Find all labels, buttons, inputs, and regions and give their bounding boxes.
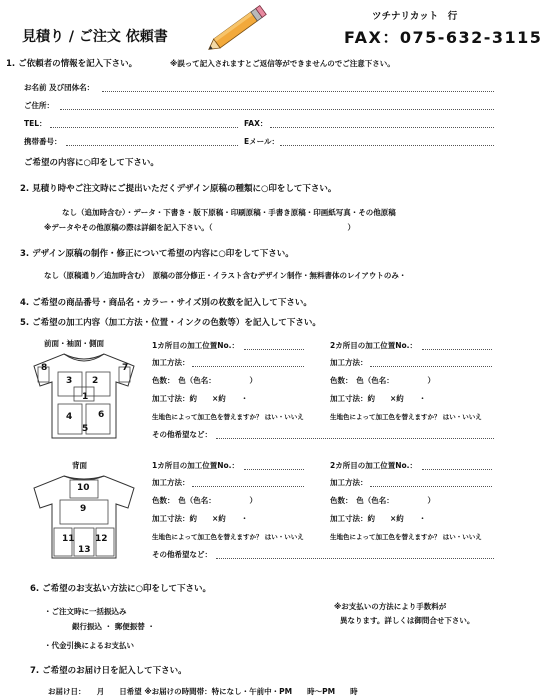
section1-note: ※誤って記入されますとご返信等ができませんのでご注意下さい。 (170, 59, 395, 68)
back-fabric1[interactable]: 生地色によって加工色を替えますか？ はい・いいえ (152, 533, 304, 541)
back-size1[interactable]: 加工寸法：約 ×約 ・ (152, 514, 249, 523)
front-colors1[interactable]: 色数： 色（色名： ） (152, 376, 257, 385)
front-fabric2[interactable]: 生地色によって加工色を替えますか？ はい・いいえ (330, 413, 482, 421)
back-method1-label: 加工方法： (152, 478, 190, 487)
front-position-number: 8 (41, 363, 48, 373)
back-position-number: 13 (78, 545, 91, 555)
fax-field[interactable] (270, 127, 494, 128)
back-fabric2[interactable]: 生地色によって加工色を替えますか？ はい・いいえ (330, 533, 482, 541)
back-label: 背面 (72, 461, 87, 470)
section5-heading: 5. ご希望の加工内容（加工方法・位置・インクの色数等）を記入して下さい。 (20, 318, 321, 328)
front-size2[interactable]: 加工寸法：約 ×約 ・ (330, 394, 427, 403)
section4-heading: 4. ご希望の商品番号・商品名・カラー・サイズ別の枚数を記入して下さい。 (20, 298, 312, 308)
front-position-number: 7 (122, 363, 129, 373)
front-label: 前面・袖面・側面 (44, 339, 104, 348)
address-label: ご住所： (24, 101, 54, 110)
address-field[interactable] (60, 109, 494, 110)
payment-option-cod[interactable]: ・代金引換によるお支払い (44, 641, 134, 650)
front-position1-label: 1カ所目の加工位置No.： (152, 341, 239, 350)
tel-label: TEL： (24, 119, 47, 128)
front-method1-field[interactable] (192, 366, 304, 367)
back-position-number: 11 (62, 534, 75, 544)
back-position-number: 10 (77, 483, 90, 493)
payment-option-transfer[interactable]: ・ご注文時に一括振込み (44, 607, 127, 616)
section7-heading: 7. ご希望のお届け日を記入して下さい。 (30, 666, 187, 676)
section2-note: ※データやその他原稿の際は詳細を記入下さい。（ ） (44, 223, 356, 232)
payment-transfer-methods[interactable]: 銀行振込 ・ 郵便振替 ・ (72, 622, 155, 631)
email-field[interactable] (280, 145, 494, 146)
payment-note-line2: 異なります。詳しくは御問合せ下さい。 (340, 616, 475, 625)
back-method1-field[interactable] (192, 486, 304, 487)
back-other-field[interactable] (216, 558, 494, 559)
name-label: お名前 及び団体名： (24, 83, 95, 92)
section3-heading: 3. デザイン原稿の制作・修正について希望の内容に○印をして下さい。 (20, 249, 294, 259)
mobile-field[interactable] (66, 145, 238, 146)
back-position1-label: 1カ所目の加工位置No.： (152, 461, 239, 470)
back-position-number: 9 (80, 504, 87, 514)
front-size1[interactable]: 加工寸法：約 ×約 ・ (152, 394, 249, 403)
recipient-label: ツチナリカット 行 (372, 11, 458, 22)
back-position1-field[interactable] (244, 469, 304, 470)
name-field[interactable] (102, 91, 494, 92)
front-position-number: 6 (98, 410, 105, 420)
front-position2-field[interactable] (422, 349, 492, 350)
pencil-icon (202, 4, 270, 54)
front-position2-label: 2カ所目の加工位置No.： (330, 341, 417, 350)
front-position1-field[interactable] (244, 349, 304, 350)
back-position2-label: 2カ所目の加工位置No.： (330, 461, 417, 470)
section2-options[interactable]: なし（追加時含む）・データ・下書き・版下原稿・印刷原稿・手書き原稿・印画紙写真・その他原稿 (62, 208, 396, 217)
back-other-label: その他希望など： (152, 550, 212, 559)
back-size2[interactable]: 加工寸法：約 ×約 ・ (330, 514, 427, 523)
front-fabric1[interactable]: 生地色によって加工色を替えますか？ はい・いいえ (152, 413, 304, 421)
fax-label: FAX： (244, 119, 268, 128)
mobile-label: 携帯番号： (24, 137, 62, 146)
front-position-number: 3 (66, 376, 73, 386)
front-other-field[interactable] (216, 438, 494, 439)
section3-options[interactable]: なし（原稿通り／追加時含む） 原稿の部分修正・イラスト含むデザイン制作・無料書体のレイアウトのみ・ (44, 271, 407, 280)
front-position-number: 4 (66, 412, 73, 422)
section1-heading: 1. ご依頼者の情報を記入下さい。 (6, 59, 138, 69)
back-position2-field[interactable] (422, 469, 492, 470)
front-other-label: その他希望など： (152, 430, 212, 439)
back-method2-field[interactable] (370, 486, 492, 487)
payment-note-line1: ※お支払いの方法により手数料が (334, 602, 447, 611)
delivery-date-line[interactable]: お届け日： 月 日希望 ※お届けの時間帯：特になし・午前中・PM 時～PM 時 (48, 687, 358, 696)
section6-heading: 6. ご希望のお支払い方法に○印をして下さい。 (30, 584, 212, 594)
fax-number: FAX：075-632-3115 (344, 28, 542, 47)
email-label: Eメール： (244, 137, 279, 146)
section2-heading: 2. 見積り時やご注文時にご提出いただくデザイン原稿の種類に○印をして下さい。 (20, 184, 337, 194)
front-position-number: 1 (82, 392, 89, 402)
front-method1-label: 加工方法： (152, 358, 190, 367)
intro-text: ご希望の内容に○印をして下さい。 (24, 158, 159, 168)
tel-field[interactable] (50, 127, 238, 128)
back-position-number: 12 (95, 534, 108, 544)
back-method2-label: 加工方法： (330, 478, 368, 487)
front-position-number: 2 (92, 376, 99, 386)
front-method2-label: 加工方法： (330, 358, 368, 367)
front-position-number: 5 (82, 424, 89, 434)
front-colors2[interactable]: 色数： 色（色名： ） (330, 376, 435, 385)
back-colors2[interactable]: 色数： 色（色名： ） (330, 496, 435, 505)
form-title: 見積り / ご注文 依頼書 (22, 29, 168, 45)
back-colors1[interactable]: 色数： 色（色名： ） (152, 496, 257, 505)
front-method2-field[interactable] (370, 366, 492, 367)
